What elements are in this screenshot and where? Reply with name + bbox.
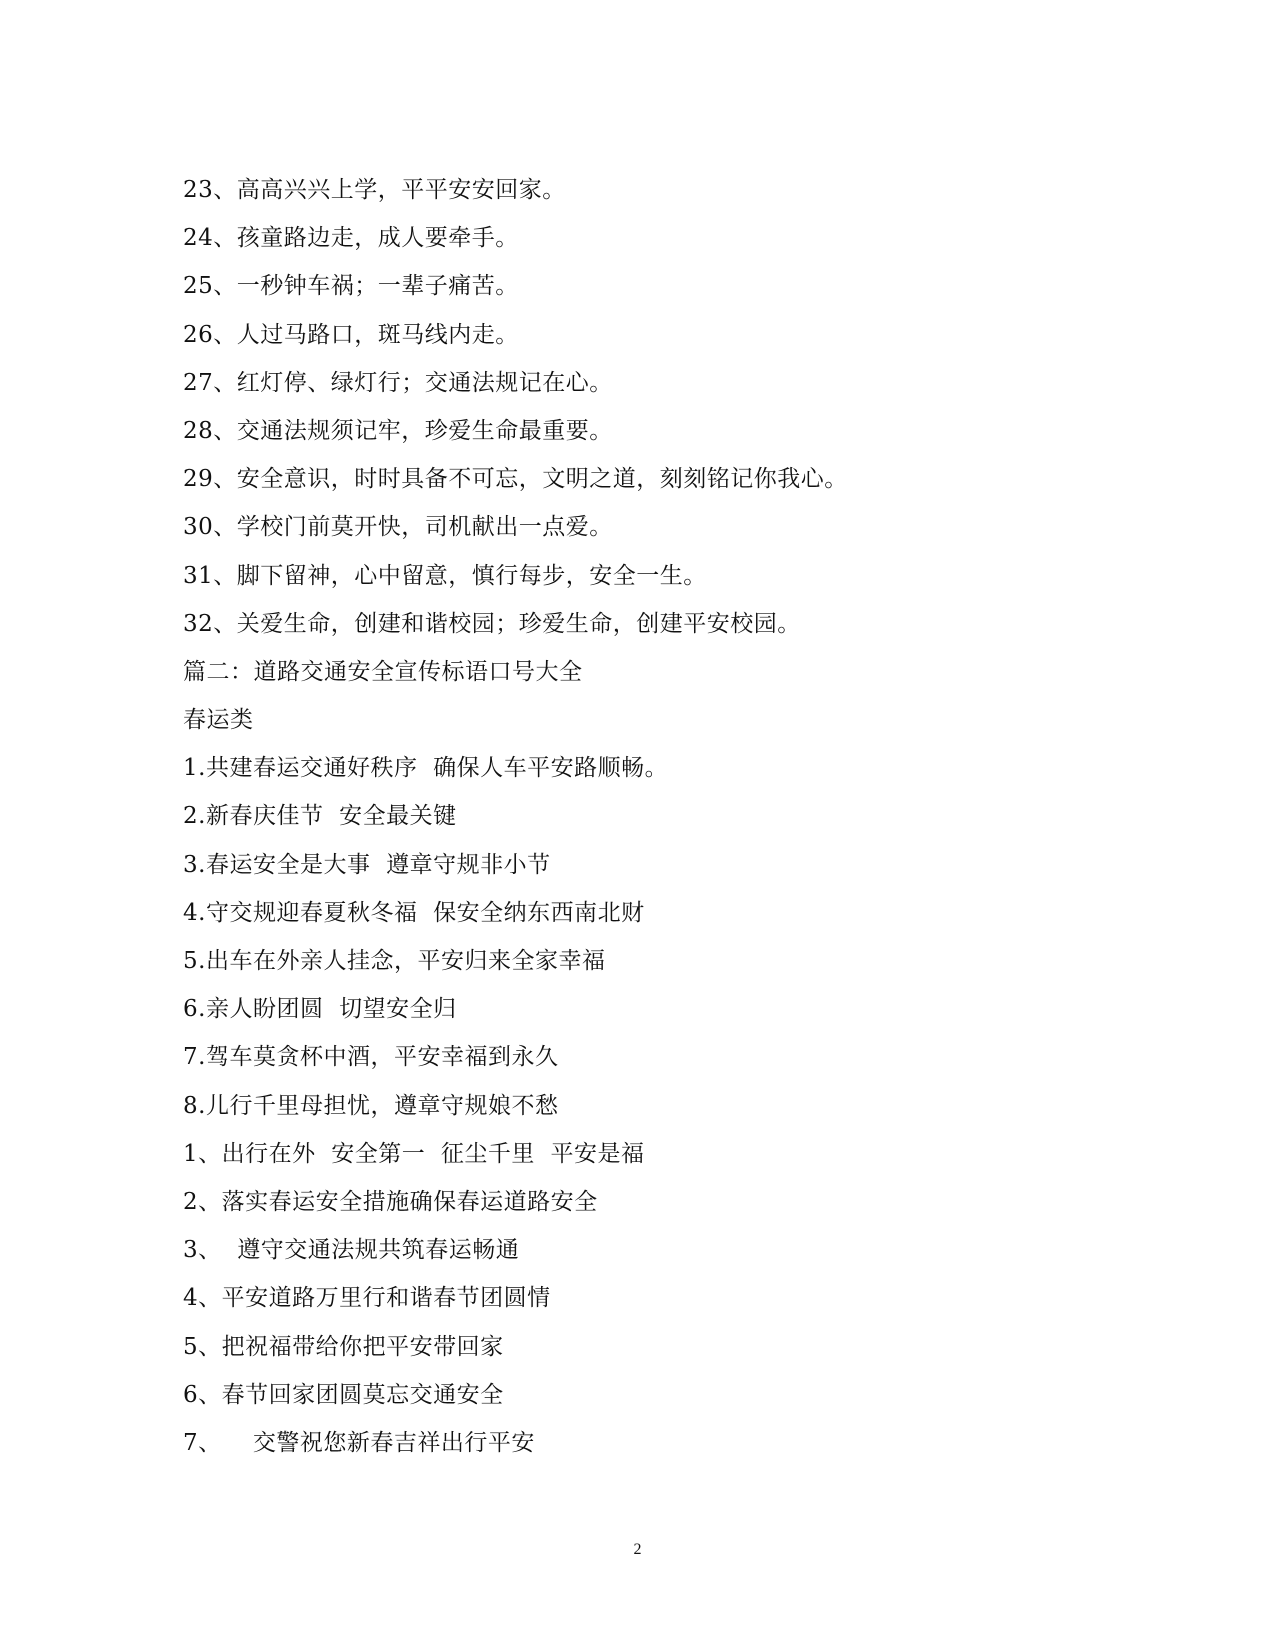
slogan-line: 25、一秒钟车祸；一辈子痛苦。 xyxy=(183,273,519,300)
slogan-line: 2、落实春运安全措施确保春运道路安全 xyxy=(183,1188,598,1215)
section-heading: 篇二：道路交通安全宣传标语口号大全 xyxy=(183,658,583,685)
slogan-line: 6、春节回家团圆莫忘交通安全 xyxy=(183,1381,504,1408)
slogan-line: 7.驾车莫贪杯中酒，平安幸福到永久 xyxy=(183,1044,559,1071)
slogan-line: 3、 遵守交通法规共筑春运畅通 xyxy=(183,1237,520,1264)
slogan-line: 5.出车在外亲人挂念，平安归来全家幸福 xyxy=(183,948,606,974)
slogan-line: 28、交通法规须记牢，珍爱生命最重要。 xyxy=(183,417,613,444)
page-body xyxy=(183,166,1183,1467)
slogan-line: 24、孩童路边走，成人要牵手。 xyxy=(183,225,519,252)
slogan-line: 8.儿行千里母担忧，遵章守规娘不愁 xyxy=(183,1092,559,1119)
slogan-line: 2.新春庆佳节 安全最关键 xyxy=(183,803,457,830)
slogan-line: 4、平安道路万里行和谐春节团圆情 xyxy=(183,1285,551,1312)
slogan-line: 1、出行在外 安全第一 征尘千里 平安是福 xyxy=(183,1140,645,1167)
slogan-line: 26、人过马路口，斑马线内走。 xyxy=(183,321,519,348)
slogan-line: 7、 交警祝您新春吉祥出行平安 xyxy=(183,1429,535,1456)
slogan-line: 27、红灯停、绿灯行；交通法规记在心。 xyxy=(183,369,613,396)
slogan-line: 30、学校门前莫开快，司机献出一点爱。 xyxy=(183,514,613,541)
slogan-line: 3.春运安全是大事 遵章守规非小节 xyxy=(183,851,551,878)
slogan-line: 29、安全意识，时时具备不可忘，文明之道，刻刻铭记你我心。 xyxy=(183,466,848,493)
slogan-line: 6.亲人盼团圆 切望安全归 xyxy=(183,996,457,1023)
slogan-line: 31、脚下留神，心中留意，慎行每步，安全一生。 xyxy=(183,562,707,589)
category-heading: 春运类 xyxy=(183,707,254,734)
slogan-line: 5、把祝福带给你把平安带回家 xyxy=(183,1333,504,1360)
page-number: 2 xyxy=(633,1541,642,1558)
slogan-line: 32、关爱生命，创建和谐校园；珍爱生命，创建平安校园。 xyxy=(183,610,801,637)
slogan-line: 1.共建春运交通好秩序 确保人车平安路顺畅。 xyxy=(183,755,669,782)
slogan-line: 4.守交规迎春夏秋冬福 保安全纳东西南北财 xyxy=(183,899,645,926)
slogan-line: 23、高高兴兴上学，平平安安回家。 xyxy=(183,177,566,203)
